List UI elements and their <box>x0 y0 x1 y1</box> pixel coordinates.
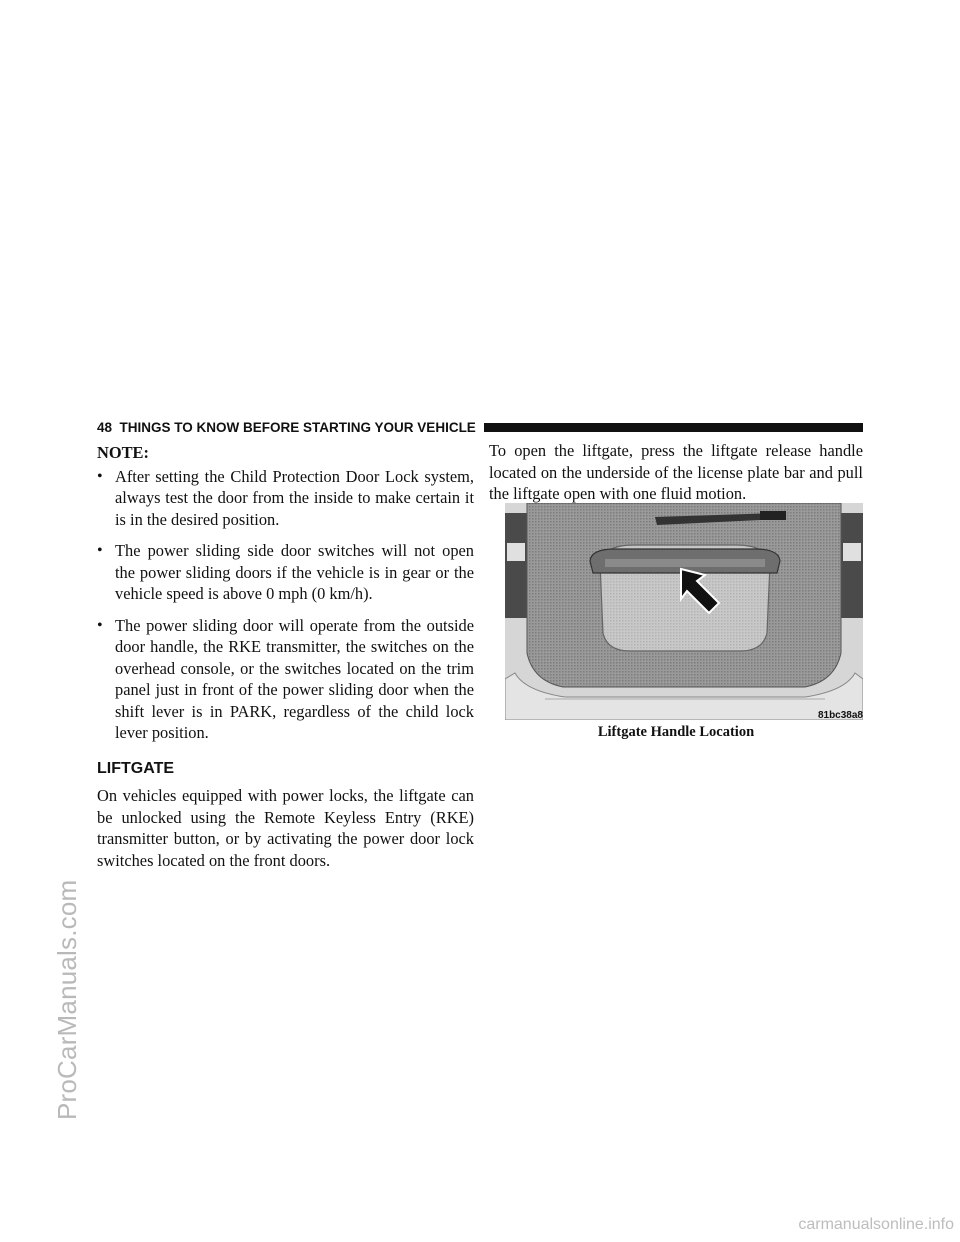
liftgate-figure <box>505 503 863 720</box>
bullet-text: The power sliding door will operate from the outside door handle, the RKE transmitter, the switches on the overhead console, or the switches located on the trim panel just in front of the power sliding door when the shift lever is in PARK, regardless of the child lock lever position. <box>115 615 474 742</box>
bottom-watermark: carmanualsonline.info <box>798 1216 954 1233</box>
liftgate-illustration <box>505 503 863 720</box>
page-header <box>97 418 863 436</box>
liftgate-open-paragraph: To open the liftgate, press the liftgate release handle located on the underside of the license plate bar and pull the liftgate open with one fluid motion. <box>489 441 863 503</box>
note-bullet <box>97 466 474 531</box>
left-column <box>97 440 474 871</box>
note-bullet <box>97 615 474 744</box>
figure-caption: Liftgate Handle Location <box>597 724 755 740</box>
liftgate-paragraph: On vehicles equipped with power locks, the liftgate can be unlocked using the Remote Keyless Entry (RKE) transmitter button, or by activating the power door lock switches located on the front doors. <box>97 786 474 870</box>
page-number: 48 <box>97 419 113 435</box>
note-label: NOTE: <box>97 443 149 462</box>
bullet-icon: • <box>97 542 103 559</box>
bullet-icon: • <box>97 467 103 485</box>
side-watermark: ProCarManuals.com <box>52 879 82 1120</box>
bullet-text: The power sliding side door switches will not open the power sliding doors if the vehicle is in gear or the vehicle speed is above 0 mph (0 km/h). <box>115 541 474 603</box>
header-text <box>97 420 476 435</box>
figure-code: 81bc38a8 <box>817 710 863 721</box>
note-bullet <box>97 540 474 605</box>
header-rule <box>484 423 863 432</box>
right-column <box>489 440 863 505</box>
liftgate-heading: LIFTGATE <box>97 759 175 777</box>
section-title-header: THINGS TO KNOW BEFORE STARTING YOUR VEHICLE <box>119 419 476 435</box>
bullet-icon: • <box>97 616 103 634</box>
bullet-text: After setting the Child Protection Door Lock system, always test the door from the inside to make certain it is in the desired position. <box>115 466 474 529</box>
